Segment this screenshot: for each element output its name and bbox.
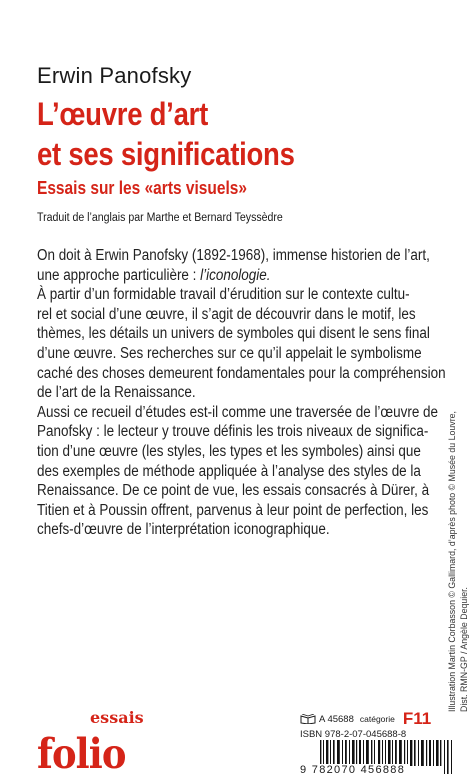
blurb-line: des exemples de méthode appliquée à l’analyse des styles de la [37, 462, 421, 480]
illustration-credit [447, 411, 470, 712]
blurb-line: Renaissance. De ce point de vue, les essais consacrés à Dürer, à [37, 482, 430, 500]
blurb-line: À partir d’un formidable travail d’érudition sur le contexte cultu- [37, 286, 410, 304]
credit-line: Illustration Martin Corbasson © Gallimard, d’après photo © Musée du Louvre, [447, 411, 457, 712]
blurb-line: chefs-d’œuvre de l’interprétation iconographique. [37, 521, 330, 539]
blurb-line: thèmes, les détails un univers de symboles qui disent le sens final [37, 325, 430, 343]
book-title [37, 94, 398, 174]
blurb-text [37, 246, 446, 540]
blurb-line: On doit à Erwin Panofsky (1892-1968), immense historien de l’art, [37, 247, 430, 264]
translator-credit: Traduit de l’anglais par Marthe et Bernard Teyssèdre [37, 212, 283, 224]
iconologie-term: l’iconologie. [200, 266, 271, 284]
title-line-2: et ses significations [37, 136, 295, 172]
blurb-line: rel et social d’une œuvre, il s’agit de découvrir dans le motif, les [37, 305, 416, 323]
credit-line: Dist. RMN-GP / Angèle Dequier. [458, 587, 469, 712]
blurb-line: Titien et à Poussin offrent, parvenus à leur point de perfection, les [37, 501, 429, 519]
blurb-line: de l’art de la Renaissance. [37, 384, 196, 402]
product-codes [300, 710, 450, 740]
category-label: catégorie [359, 714, 395, 724]
author-name: Erwin Panofsky [37, 63, 192, 88]
blurb-line: Aussi ce recueil d’études est-il comme une traversée de l’œuvre de [37, 403, 439, 421]
category-row [300, 710, 450, 728]
product-ref: A 45688 [319, 713, 354, 725]
blurb-line: caché des choses demeurent fondamentales pour la compréhension [37, 364, 446, 382]
open-book-icon [300, 714, 316, 724]
blurb-line [37, 266, 389, 286]
barcode-number: 9 782070 456888 [300, 764, 409, 776]
blurb-line: tion d’une œuvre (les styles, les types et les symboles) ainsi que [37, 442, 421, 460]
title-line-1: L’œuvre d’art [37, 96, 208, 132]
book-subtitle: Essais sur les «arts visuels» [37, 178, 247, 198]
blurb-line-text: une approche particulière : [37, 266, 201, 284]
category-code: F11 [402, 709, 432, 728]
logo-folio: folio [37, 730, 126, 778]
blurb-line: d’une œuvre. Ses recherches sur ce qu’il appelait le symbolisme [37, 344, 422, 362]
isbn: ISBN 978-2-07-045688-8 [300, 729, 407, 740]
folio-essais-logo [37, 708, 147, 778]
blurb-line: Panofsky : le lecteur y trouve définis les trois niveaux de significa- [37, 423, 429, 441]
logo-series: essais [90, 708, 144, 727]
